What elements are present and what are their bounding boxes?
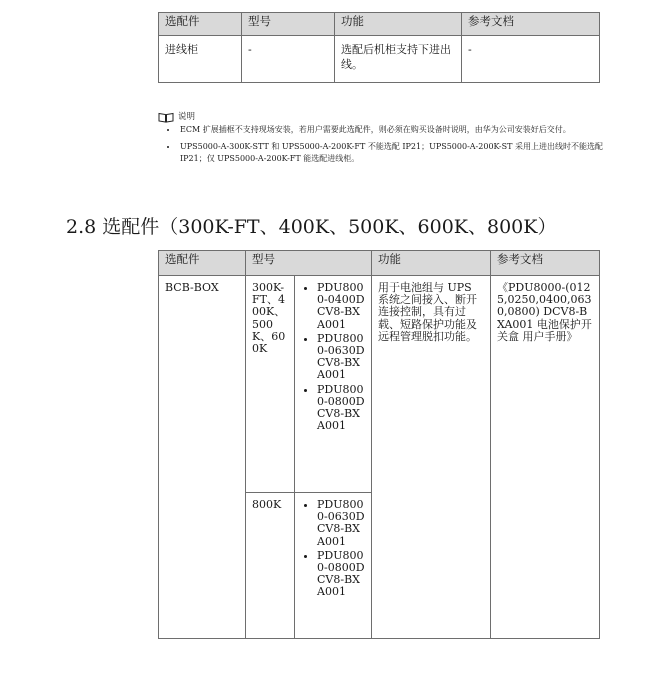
model-list: [301, 499, 367, 599]
note-block: [158, 111, 608, 170]
list-item: • PDU8000-0800DCV8-BXA001: [317, 384, 367, 433]
header-ref: 参考文档: [462, 13, 600, 36]
cell-items-group-2: [295, 493, 372, 639]
header-function: 功能: [372, 251, 491, 276]
cell-ref: -: [462, 36, 600, 83]
note-item: • UPS5000-A-300K-STT 和 UPS5000-A-200K-FT 不能选配 IP21；UPS5000-A-200K-ST 采用上进出线时不能选配 IP21；仅 UPS5000-A-200K-FT 能选配进线柜。: [178, 141, 608, 165]
header-part: 选配件: [159, 13, 242, 36]
header-model: 型号: [246, 251, 372, 276]
header-model: 型号: [242, 13, 335, 36]
table-header-row: [159, 251, 600, 276]
note-list: [158, 124, 608, 165]
header-ref: 参考文档: [491, 251, 600, 276]
cell-model-group-2: 800K: [246, 493, 295, 639]
header-part: 选配件: [159, 251, 246, 276]
book-icon: [158, 112, 174, 123]
table-row: [159, 276, 600, 493]
cell-model: -: [242, 36, 335, 83]
cell-items-group-1: [295, 276, 372, 493]
accessory-table-top: [158, 12, 600, 83]
accessory-table-main: [158, 250, 600, 639]
list-item: • PDU8000-0800DCV8-BXA001: [317, 550, 367, 599]
header-function: 功能: [335, 13, 462, 36]
note-title: 说明: [178, 112, 196, 122]
table-header-row: [159, 13, 600, 36]
cell-function: 选配后机柜支持下进出线。: [335, 36, 462, 83]
model-list: [301, 282, 367, 432]
list-item: • PDU8000-0630DCV8-BXA001: [317, 499, 367, 548]
list-item: • PDU8000-0630DCV8-BXA001: [317, 333, 367, 382]
note-header: [158, 111, 608, 123]
cell-model-group-1: 300K-FT、400K、500K、600K: [246, 276, 295, 493]
cell-ref: 《PDU8000-(0125,0250,0400,0630,0800) DCV8-BXA001 电池保护开关盒 用户手册》: [491, 276, 600, 639]
cell-part: 进线柜: [159, 36, 242, 83]
list-item: • PDU8000-0400DCV8-BXA001: [317, 282, 367, 331]
section-heading: 2.8 选配件（300K-FT、400K、500K、600K、800K）: [66, 216, 557, 238]
cell-function: 用于电池组与 UPS 系统之间接入、断开连接控制，具有过载、短路保护功能及远程管理脱扣功能。: [372, 276, 491, 639]
cell-part: BCB-BOX: [159, 276, 246, 639]
note-item: • ECM 扩展插框不支持现场安装，若用户需要此选配件，则必须在购买设备时说明，由华为公司安装好后交付。: [178, 124, 608, 136]
table-row: [159, 36, 600, 83]
